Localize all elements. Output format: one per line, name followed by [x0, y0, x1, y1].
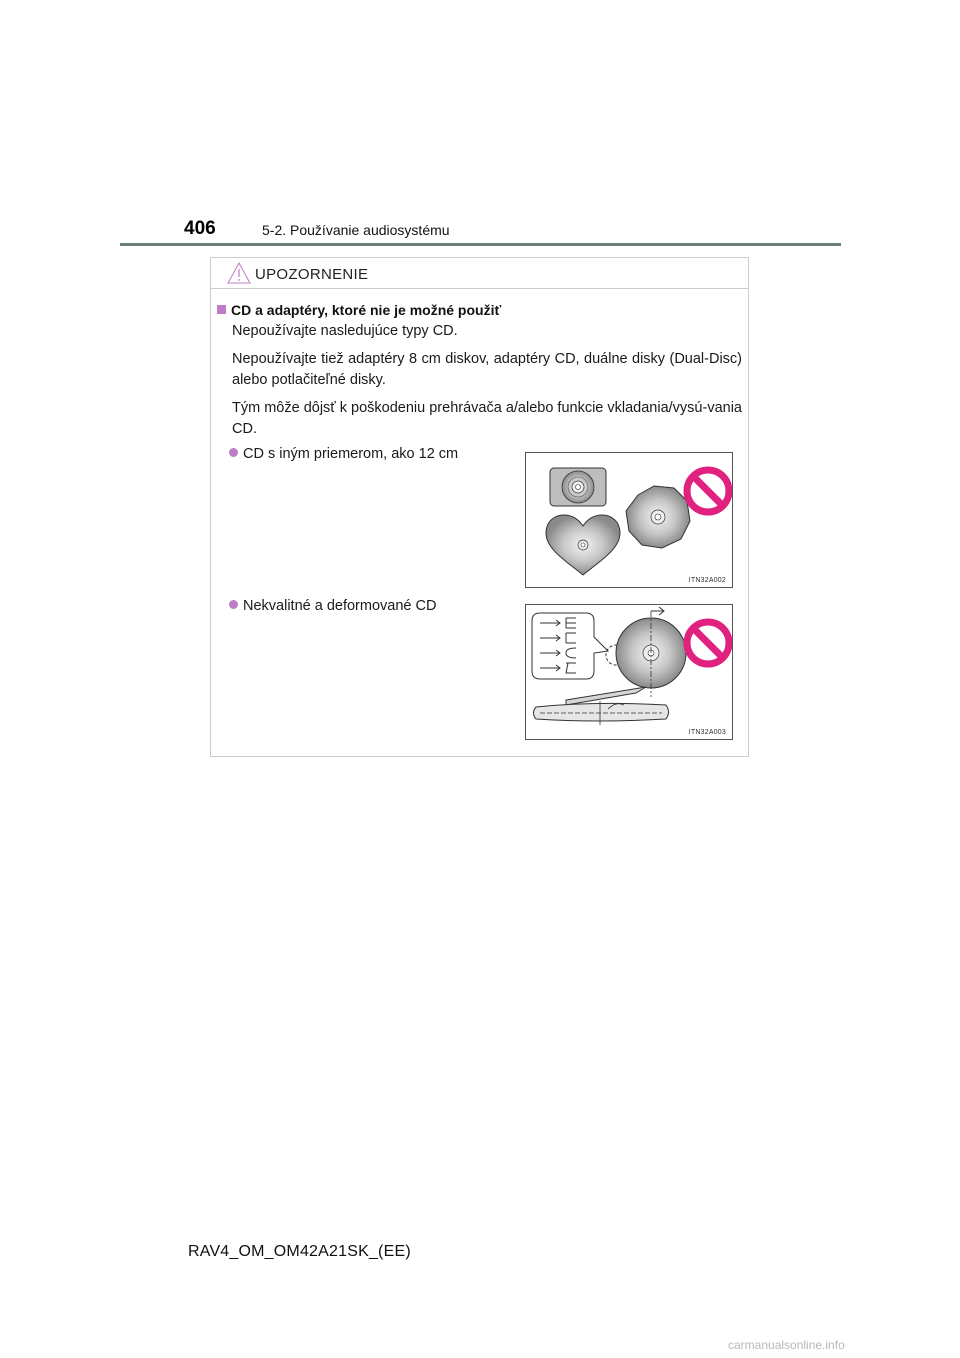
page-number: 406: [184, 218, 216, 239]
document-code: RAV4_OM_OM42A21SK_(EE): [188, 1243, 411, 1260]
paragraph-2: Nepoužívajte tiež adaptéry 8 cm diskov, adaptéry CD, duálne disky (Dual-Disc) alebo potlačiteľné disky.: [232, 351, 742, 388]
paragraph-3: Tým môže dôjsť k poškodeniu prehrávača a/alebo funkcie vkladania/vysú-vania CD.: [232, 400, 742, 437]
header-rule: [120, 243, 841, 246]
disc-icon: [616, 607, 686, 697]
paragraph-1: Nepoužívajte nasledujúce typy CD.: [232, 323, 458, 339]
heart-disc-icon: [546, 515, 620, 575]
list-item: CD s iným priemerom, ako 12 cm: [229, 446, 458, 462]
card-disc-icon: [550, 468, 606, 506]
warning-header: [211, 258, 748, 289]
figure-odd-shaped-discs: [525, 452, 733, 588]
figure-code: ITN32A002: [688, 577, 726, 584]
warning-box: [210, 257, 749, 757]
warning-subheading: CD a adaptéry, ktoré nie je možné použiť: [217, 302, 501, 318]
watermark: carmanualsonline.info: [728, 1338, 845, 1352]
list-item: Nekvalitné a deformované CD: [229, 598, 436, 614]
warning-title: UPOZORNENIE: [255, 266, 369, 283]
figure-code: ITN32A003: [688, 729, 726, 736]
warning-triangle-icon: [226, 261, 252, 285]
warped-disc-side-view-icon: [534, 687, 669, 725]
prohibited-icon: [687, 622, 729, 664]
octagon-disc-icon: [626, 486, 690, 548]
section-title: 5-2. Používanie audiosystému: [262, 222, 450, 238]
round-bullet-icon: [229, 600, 238, 609]
square-bullet-icon: [217, 305, 226, 314]
prohibited-icon: [687, 470, 729, 512]
round-bullet-icon: [229, 448, 238, 457]
figure-deformed-discs: [525, 604, 733, 740]
disc-edge-profiles-icon: [532, 613, 608, 679]
